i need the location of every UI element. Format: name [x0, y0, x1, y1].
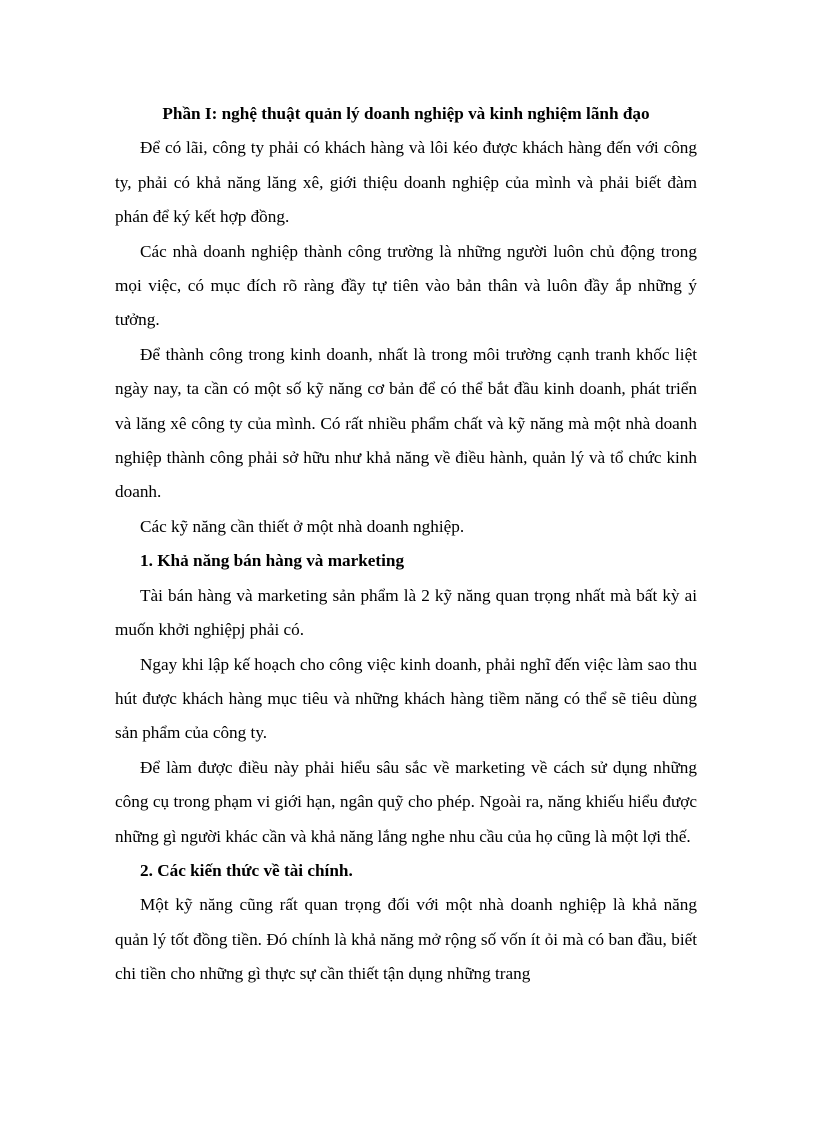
- section-1-paragraph-3: Để làm được điều này phải hiểu sâu sắc về marketing về cách sử dụng những công cụ trong phạm vi giới hạn, ngân quỹ cho phép. Ngoài ra, năng khiếu hiểu được những gì người khác cần và khả năng lắng nghe nhu cầu của họ cũng là một lợi thế.: [115, 757, 697, 846]
- intro-paragraph-3: Để thành công trong kinh doanh, nhất là trong môi trường cạnh tranh khốc liệt ngày nay, ta cần có một số kỹ năng cơ bản để có thể bắt đầu kinh doanh, phát triển và lăng xê công ty của mình. Có rất nhiều phẩm chất và kỹ năng mà một nhà doanh nghiệp thành công phải sở hữu như khả năng về điều hành, quản lý và tổ chức kinh doanh.: [115, 344, 697, 502]
- document-page: [115, 97, 697, 992]
- section-2-paragraph-1: Một kỹ năng cũng rất quan trọng đối với một nhà doanh nghiệp là khả năng quản lý tốt đồng tiền. Đó chính là khả năng mở rộng số vốn ít ỏi mà có ban đầu, biết chi tiền cho những gì thực sự cần thiết tận dụng những trang: [115, 895, 697, 984]
- intro-paragraph-2: Các nhà doanh nghiệp thành công trường là những người luôn chủ động trong mọi việc, có mục đích rõ ràng đầy tự tiên vào bản thân và luôn đầy ắp những ý tưởng.: [115, 241, 697, 330]
- section-1-heading: 1. Khả năng bán hàng và marketing: [140, 551, 405, 571]
- section-1-paragraph-2: Ngay khi lập kế hoạch cho công việc kinh doanh, phải nghĩ đến việc làm sao thu hút được khách hàng mục tiêu và những khách hàng tiềm năng có thể sẽ tiêu dùng sản phẩm của công ty.: [115, 654, 697, 743]
- intro-paragraph-4: Các kỹ năng cần thiết ở một nhà doanh nghiệp.: [140, 516, 465, 536]
- section-1-paragraph-1: Tài bán hàng và marketing sản phẩm là 2 kỹ năng quan trọng nhất mà bất kỳ ai muốn khởi nghiệpj phải có.: [115, 585, 697, 640]
- document-title: Phần I: nghệ thuật quản lý doanh nghiệp và kinh nghiệm lãnh đạo: [162, 104, 650, 123]
- section-2-heading: 2. Các kiến thức về tài chính.: [140, 860, 353, 880]
- intro-paragraph-1: Để có lãi, công ty phải có khách hàng và lôi kéo được khách hàng đến với công ty, phải có khả năng lăng xê, giới thiệu doanh nghiệp của mình và phải biết đàm phán để ký kết hợp đồng.: [115, 138, 697, 227]
